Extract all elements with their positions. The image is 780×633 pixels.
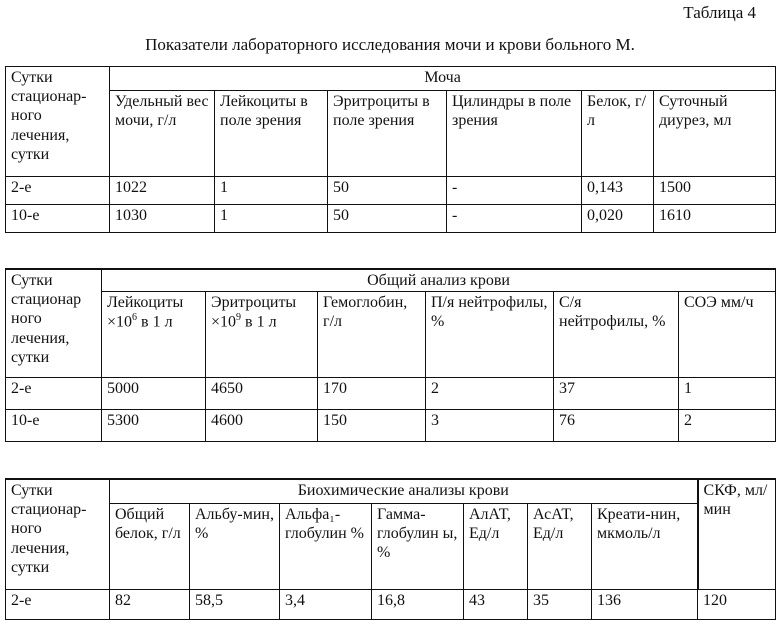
cell: 50 [328,177,447,205]
cell: 43 [464,589,528,619]
biochem-group-header: Биохимические анализы крови [110,479,698,503]
table-row [6,177,776,205]
cell: 2-е [6,378,102,410]
cell: 0,143 [582,177,654,205]
cell: 16,8 [372,589,464,619]
cell: 1 [215,205,328,233]
cell: 2-е [6,589,110,619]
cell: 82 [110,589,190,619]
cell: 1 [679,378,776,410]
column-header: Альфа₁-глобулин % [280,503,372,589]
column-header: Эритроциты в поле зрения [328,91,447,177]
day-header: Сутки стационар-ного лечения, сутки [6,67,110,177]
cell: 5300 [102,410,206,442]
cell: 1 [215,177,328,205]
table-number: Таблица 4 [683,3,756,22]
cell: 10-е [6,410,102,442]
cell: 1500 [654,177,776,205]
cell: 76 [554,410,679,442]
column-header: С/я нейтрофилы, % [554,292,679,378]
urine-group-header: Моча [110,67,776,91]
cell: 2-е [6,177,110,205]
column-header: Общий белок, г/л [110,503,190,589]
column-header: Эритроциты $\times 10^9$ в 1 л [206,292,318,378]
biochem-table [5,478,776,620]
blood-table [5,268,776,442]
cell: 1610 [654,205,776,233]
column-header: Альбу-мин, % [190,503,280,589]
table-row [6,410,776,442]
table-row [6,589,776,619]
cell: 150 [318,410,426,442]
cell: 3,4 [280,589,372,619]
day-header: Сутки стационар-ного лечения, сутки [6,479,110,589]
cell: 170 [318,378,426,410]
cell: 1030 [110,205,215,233]
column-header: Креати-нин, мкмоль/л [592,503,698,589]
column-header: П/я нейтрофилы, % [426,292,554,378]
column-header: Гамма-глобулин ы, % [372,503,464,589]
skf-header: СКФ, мл/мин [698,479,776,589]
cell: 4600 [206,410,318,442]
cell: 0,020 [582,205,654,233]
cell: 1022 [110,177,215,205]
page-title: Показатели лабораторного исследования мочи и крови больного М. [145,35,635,54]
column-header: Удельный вес мочи, г/л [110,91,215,177]
table-row [6,205,776,233]
cell: 10-е [6,205,110,233]
column-header: АлАТ, Ед/л [464,503,528,589]
cell: 4650 [206,378,318,410]
column-header: Лейкоциты в поле зрения [215,91,328,177]
cell: 37 [554,378,679,410]
column-header: Гемоглобин, г/л [318,292,426,378]
column-header: Цилиндры в поле зрения [447,91,582,177]
cell: 136 [592,589,698,619]
cell: 2 [679,410,776,442]
cell: 5000 [102,378,206,410]
cell: - [447,205,582,233]
blood-group-header: Общий анализ крови [102,269,776,292]
cell: 58,5 [190,589,280,619]
urine-table [5,66,776,233]
cell: - [447,177,582,205]
column-header: Белок, г/л [582,91,654,177]
column-header: Суточный диурез, мл [654,91,776,177]
cell: 2 [426,378,554,410]
cell: 3 [426,410,554,442]
cell: 50 [328,205,447,233]
cell: 120 [698,589,776,619]
day-header: Сутки стационар ного лечения, сутки [6,269,102,378]
column-header: АсАТ, Ед/л [528,503,592,589]
column-header: СОЭ мм/ч [679,292,776,378]
column-header: Лейкоциты $\times 10^6$ в 1 л [102,292,206,378]
cell: 35 [528,589,592,619]
table-row [6,378,776,410]
